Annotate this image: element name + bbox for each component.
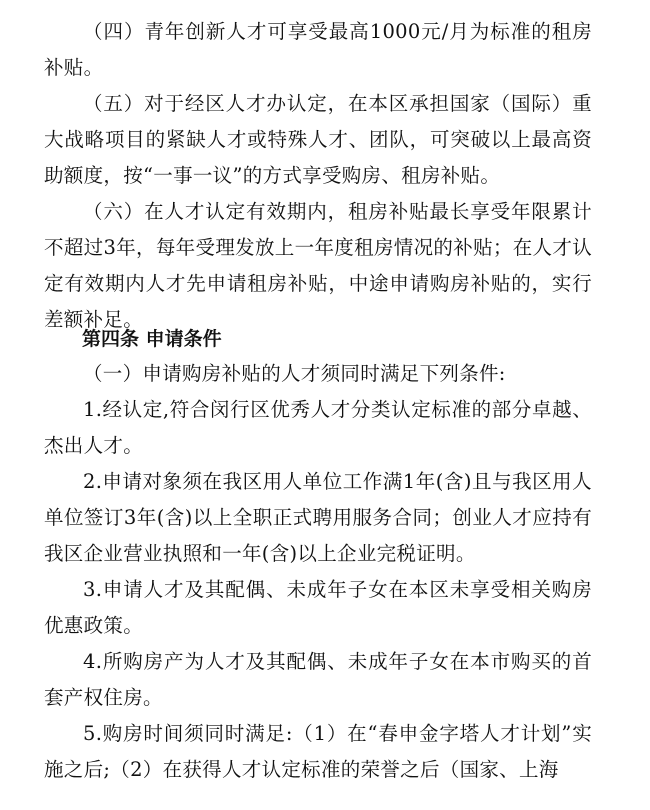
list-item-3: 3.申请人才及其配偶、未成年子女在本区未享受相关购房优惠政策。: [44, 578, 592, 637]
subsection-heading: （一）申请购房补贴的人才须同时满足下列条件:: [83, 362, 506, 385]
list-item-1: 1.经认定,符合闵行区优秀人才分类认定标准的部分卓越、杰出人才。: [44, 398, 592, 457]
paragraph-special-talent: （五）对于经区人才办认定，在本区承担国家（国际）重大战略项目的紧缺人才或特殊人才、团队，可突破以上最高资助额度，按“一事一议”的方式享受购房、租房补贴。: [44, 92, 592, 187]
section-heading: 第四条 申请条件: [82, 328, 222, 350]
paragraph-validity-period: （六）在人才认定有效期内，租房补贴最长享受年限累计不超过3年，每年受理发放上一年度租房情况的补贴；在人才认定有效期内人才先申请租房补贴，中途申请购房补贴的，实行差额补足。: [44, 200, 592, 331]
list-item-5: 5.购房时间须同时满足:（1）在“春申金字塔人才计划”实施之后;（2）在获得人才认定标准的荣誉之后（国家、上海: [44, 722, 592, 781]
list-item-4: 4.所购房产为人才及其配偶、未成年子女在本市购买的首套产权住房。: [44, 650, 592, 709]
paragraph-rental-subsidy-youth: （四）青年创新人才可享受最高1000元/月为标准的租房补贴。: [44, 20, 592, 79]
list-item-2: 2.申请对象须在我区用人单位工作满1年(含)且与我区用人单位签订3年(含)以上全职正式聘用服务合同；创业人才应持有我区企业营业执照和一年(含)以上企业完税证明。: [44, 470, 592, 565]
